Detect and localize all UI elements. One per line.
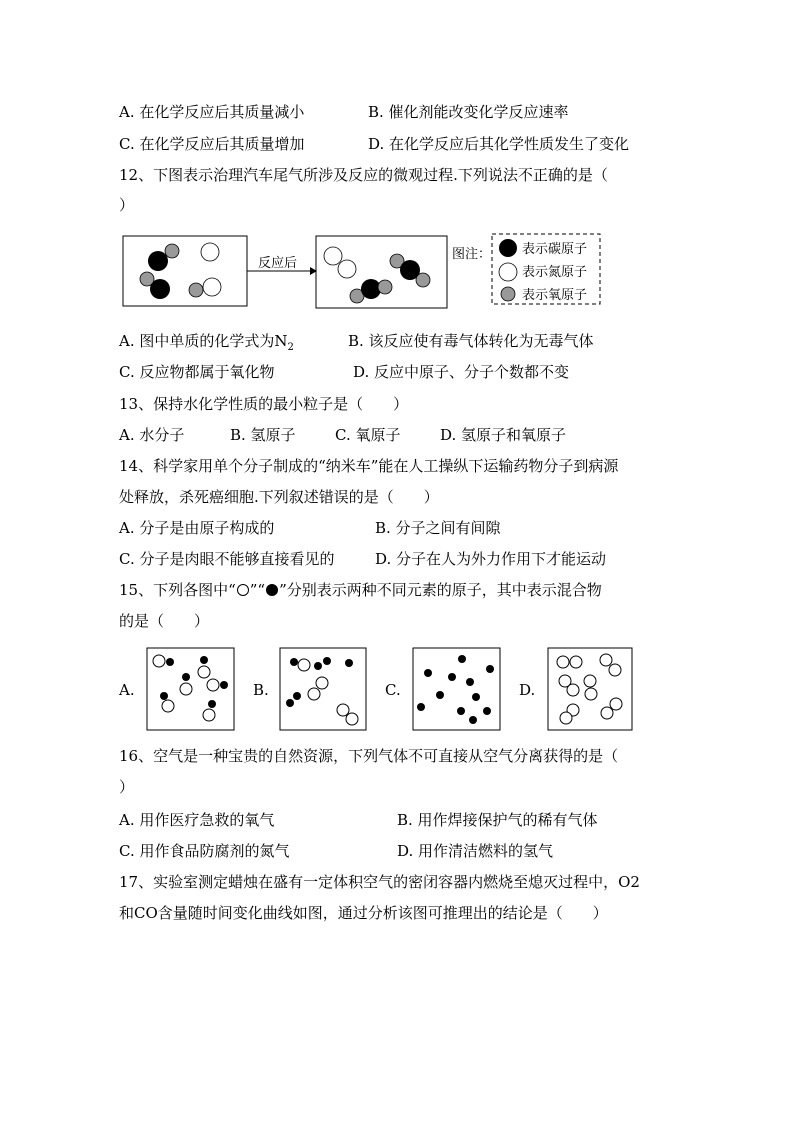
hollow-circle-icon [237,584,249,596]
q17-stem-line2: 和CO含量随时间变化曲线如图，通过分析该图可推理出的结论是（ ） [119,904,608,922]
carbon-atom [148,251,168,271]
nitrogen-icon [499,263,517,281]
filled-circle-icon [266,584,278,596]
q13-option-b: B. 氢原子 [230,426,296,444]
oxygen-atom [189,283,203,297]
q12-stem-line1: 12、下图表示治理汽车尾气所涉及反应的微观过程.下列说法不正确的是（ [119,166,608,184]
q11-option-b: B. 催化剂能改变化学反应速率 [368,103,569,121]
q14-option-d: D. 分子在人为外力作用下才能运动 [375,550,607,568]
q15-label-b: B. [253,681,269,699]
white-atom [162,700,174,712]
white-atom [203,709,215,721]
white-atom [567,684,579,696]
white-atom [560,712,572,724]
white-atom [153,655,165,667]
q15-label-c: C. [385,681,401,699]
q12-option-a-text: A. 图中单质的化学式为N [119,332,288,350]
q13-stem: 13、保持水化学性质的最小粒子是（ ） [119,395,409,413]
white-atom [610,698,622,710]
oxygen-atom [165,244,179,258]
white-atom [198,666,210,678]
q14-option-b: B. 分子之间有间隙 [375,519,501,537]
white-atom [570,656,582,668]
black-atom [293,692,301,700]
legend-carbon: 表示碳原子 [522,242,588,257]
legend-oxygen: 表示氧原子 [522,288,588,303]
q14-stem-line1: 14、科学家用单个分子制成的“纳米车”能在人工操纵下运输药物分子到病源 [119,457,619,475]
oxygen-atom [140,272,154,286]
black-atom [436,691,444,699]
q12-option-b: B. 该反应使有毒气体转化为无毒气体 [348,332,594,350]
black-atom [160,692,168,700]
nitrogen-atom [324,247,342,265]
q16-option-d: D. 用作清洁燃料的氢气 [397,842,554,860]
q11-option-a: A. 在化学反应后其质量减小 [119,103,305,121]
q13-option-d: D. 氢原子和氧原子 [440,426,567,444]
q15-stem-mid: ”“ [249,581,266,599]
carbon-icon [499,239,517,257]
q15-stem-post: ”分别表示两种不同元素的原子，其中表示混合物 [279,581,602,599]
q11-option-d: D. 在化学反应后其化学性质发生了变化 [368,135,630,153]
black-atom [466,678,474,686]
q16-option-b: B. 用作焊接保护气的稀有气体 [397,811,598,829]
nitrogen-atom [201,243,219,261]
black-atom [469,716,477,724]
q12-option-d: D. 反应中原子、分子个数都不变 [353,363,570,381]
black-atom [458,655,466,663]
white-atom [584,675,596,687]
q12-reaction-diagram [0,228,794,318]
black-atom [290,658,298,666]
white-atom [601,707,613,719]
black-atom [345,659,353,667]
q12-option-a [119,331,294,358]
black-atom [166,658,174,666]
q17-stem-line1: 17、实验室测定蜡烛在盛有一定体积空气的密闭容器内燃烧至熄灭过程中，O2 [119,873,640,891]
q15-stem-line1 [119,580,602,600]
q15-diagrams [0,640,794,740]
oxygen-atom [416,273,430,287]
black-atom [220,681,228,689]
q13-option-c: C. 氧原子 [335,426,401,444]
q12-option-a-subscript: 2 [287,342,294,353]
black-atom [472,693,480,701]
q12-stem-line2: ） [119,196,135,214]
black-atom [286,699,294,707]
black-atom [483,707,491,715]
legend-nitrogen: 表示氮原子 [522,265,588,280]
q14-option-a: A. 分子是由原子构成的 [119,519,275,537]
black-atom [448,673,456,681]
q12-before-box [123,236,247,306]
white-atom [298,659,310,671]
white-atom [585,688,597,700]
legend-title: 图注： [452,247,492,262]
q14-option-c: C. 分子是肉眼不能够直接看见的 [119,550,335,568]
white-atom [600,654,612,666]
q16-option-a: A. 用作医疗急救的氧气 [119,811,275,829]
black-atom [314,662,322,670]
black-atom [486,665,494,673]
black-atom [417,703,425,711]
q15-label-a: A. [119,681,135,699]
black-atom [424,669,432,677]
white-atom [207,679,219,691]
nitrogen-atom [338,260,356,278]
black-atom [182,673,190,681]
q15-stem-pre: 15、下列各图中“ [119,581,236,599]
nitrogen-atom [203,278,221,296]
q15-box-c [413,648,500,730]
oxygen-icon [501,287,515,301]
q12-option-c: C. 反应物都属于氧化物 [119,363,275,381]
q14-stem-line2: 处释放，杀死癌细胞.下列叙述错误的是（ ） [119,488,439,506]
white-atom [316,677,328,689]
q16-option-c: C. 用作食品防腐剂的氮气 [119,842,290,860]
oxygen-atom [378,280,392,294]
q15-stem-line2: 的是（ ） [119,612,210,630]
q16-stem-line1: 16、空气是一种宝贵的自然资源，下列气体不可直接从空气分离获得的是（ [119,747,619,765]
black-atom [208,700,216,708]
q16-stem-line2: ） [119,778,135,796]
white-atom [308,688,320,700]
white-atom [557,656,569,668]
black-atom [457,707,465,715]
black-atom [323,657,331,665]
black-atom [200,656,208,664]
q12-after-box [316,236,447,308]
q13-option-a: A. 水分子 [119,426,185,444]
q15-label-d: D. [519,681,536,699]
white-atom [180,683,192,695]
white-atom [337,704,349,716]
q11-option-c: C. 在化学反应后其质量增加 [119,135,305,153]
white-atom [346,713,358,725]
arrow-label: 反应后 [258,256,298,271]
white-atom [609,664,621,676]
